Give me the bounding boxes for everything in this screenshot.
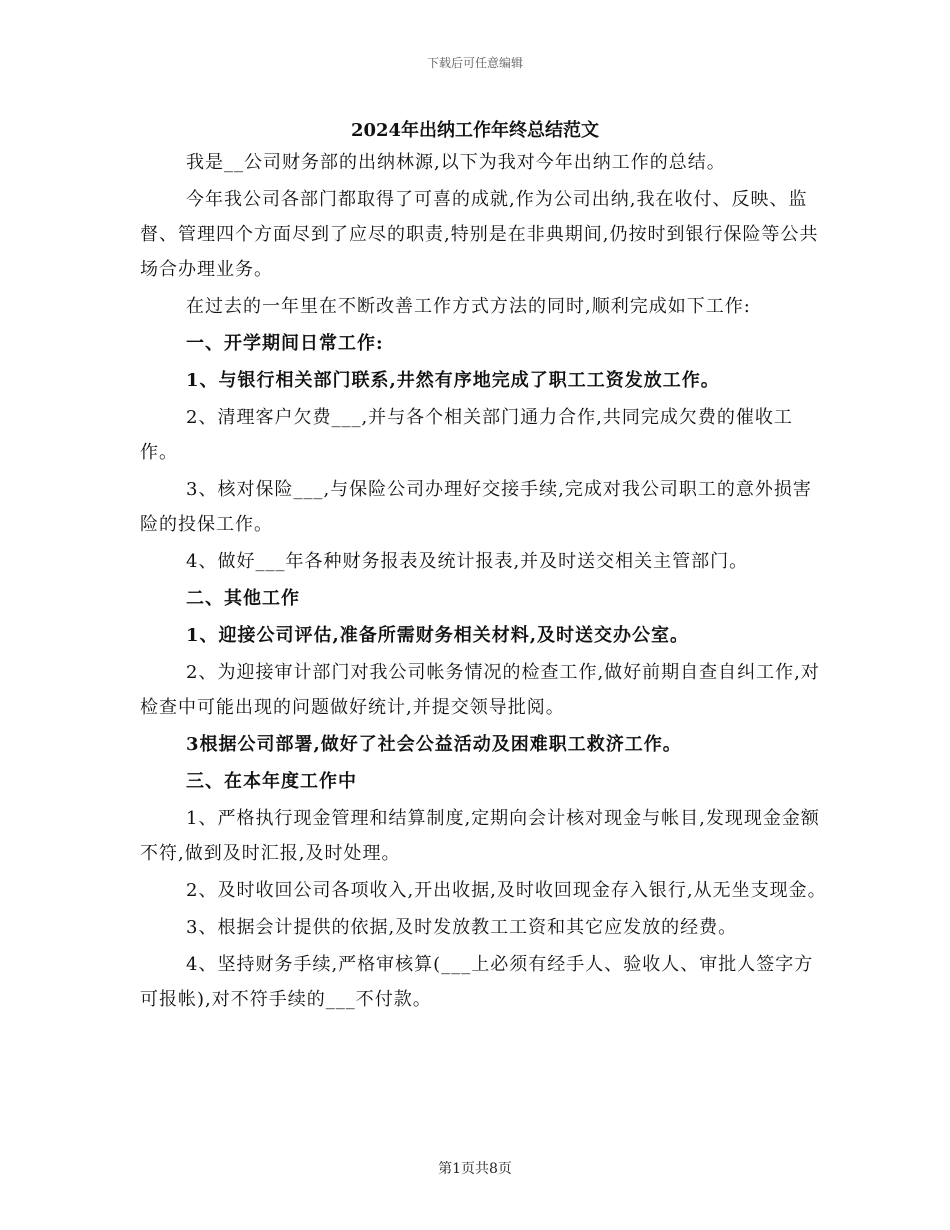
header-note: 下载后可任意编辑 xyxy=(426,56,523,70)
list-item-2-1: 1、迎接公司评估,准备所需财务相关材料,及时送交办公室。 xyxy=(186,625,690,646)
list-item-2-2: 2、为迎接审计部门对我公司帐务情况的检查工作,做好前期自查自纠工作,对检查中可能出现的问题做好统计,并提交领导批阅。 xyxy=(140,662,820,718)
list-item-2-3: 3根据公司部署,做好了社会公益活动及困难职工救济工作。 xyxy=(186,734,682,755)
list-item-3-2: 2、及时收回公司各项收入,开出收据,及时收回现金存入银行,从无坐支现金。 xyxy=(186,880,827,901)
paragraph-past-year: 在过去的一年里在不断改善工作方式方法的同时,顺利完成如下工作: xyxy=(186,296,751,317)
document-title: 2024年出纳工作年终总结范文 xyxy=(350,120,600,141)
list-item-3-3: 3、根据会计提供的依据,及时发放教工工资和其它应发放的经费。 xyxy=(186,917,738,938)
list-item-3-1: 1、严格执行现金管理和结算制度,定期向会计核对现金与帐目,发现现金金额不符,做到及时汇报,及时处理。 xyxy=(140,808,820,864)
paragraph-achievements: 今年我公司各部门都取得了可喜的成就,作为公司出纳,我在收付、反映、监督、管理四个方面尽到了应尽的职责,特别是在非典期间,仍按时到银行保险等公共场合办理业务。 xyxy=(140,189,819,280)
list-item-1-1: 1、与银行相关部门联系,井然有序地完成了职工工资发放工作。 xyxy=(186,370,720,391)
page-footer: 第1页共8页 xyxy=(438,1161,512,1177)
section-heading-3: 三、在本年度工作中 xyxy=(186,771,357,792)
paragraph-intro: 我是__公司财务部的出纳林源,以下为我对今年出纳工作的总结。 xyxy=(186,152,726,173)
list-item-3-4: 4、坚持财务手续,严格审核算(___上必须有经手人、验收人、审批人签字方可报帐),对不符手续的___不付款。 xyxy=(140,954,814,1010)
list-item-1-4: 4、做好___年各种财务报表及统计报表,并及时送交相关主管部门。 xyxy=(186,551,749,572)
list-item-1-2: 2、清理客户欠费___,并与各个相关部门通力合作,共同完成欠费的催收工作。 xyxy=(140,407,793,463)
list-item-1-3: 3、核对保险___,与保险公司办理好交接手续,完成对我公司职工的意外损害险的投保工作。 xyxy=(140,479,812,535)
section-heading-1: 一、开学期间日常工作: xyxy=(186,333,384,354)
section-heading-2: 二、其他工作 xyxy=(186,588,300,609)
document-body xyxy=(140,145,830,1019)
